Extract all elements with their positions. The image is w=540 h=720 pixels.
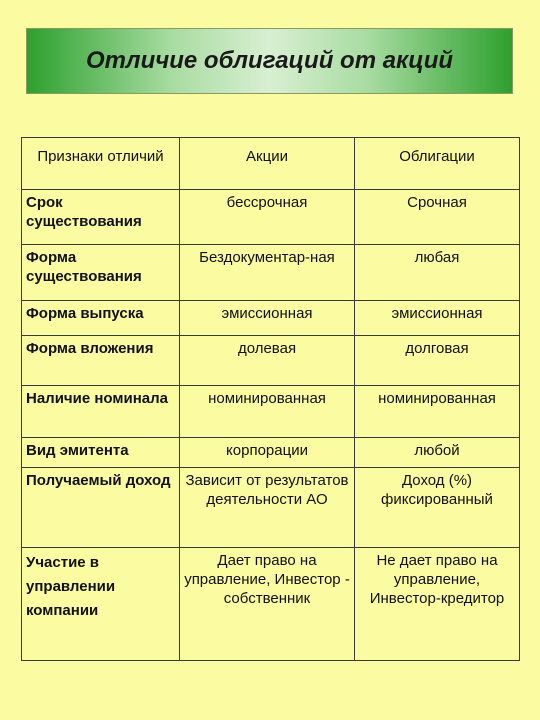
- row-feature: Форма существования: [22, 245, 180, 301]
- row-bonds-value: долговая: [355, 336, 520, 386]
- table-header-row: [22, 138, 520, 190]
- row-feature: Срок существования: [22, 190, 180, 245]
- row-bonds-value: любой: [355, 438, 520, 468]
- table-row: [22, 548, 520, 661]
- table-row: [22, 468, 520, 548]
- table-row: [22, 438, 520, 468]
- row-stocks-value: Бездокументар-ная: [180, 245, 355, 301]
- row-bonds-value: номинированная: [355, 386, 520, 438]
- row-bonds-value: любая: [355, 245, 520, 301]
- row-stocks-value: номинированная: [180, 386, 355, 438]
- row-bonds-value: Доход (%) фиксированный: [355, 468, 520, 548]
- row-feature: Участие в управлении компании: [22, 548, 180, 661]
- comparison-table: [21, 137, 520, 661]
- table-row: [22, 386, 520, 438]
- header-feature: Признаки отличий: [22, 138, 180, 190]
- row-feature: Вид эмитента: [22, 438, 180, 468]
- title-banner: [26, 28, 513, 94]
- row-stocks-value: корпорации: [180, 438, 355, 468]
- table-row: [22, 190, 520, 245]
- row-feature: Форма вложения: [22, 336, 180, 386]
- page-title: Отличие облигаций от акций: [85, 47, 454, 74]
- row-feature: Форма выпуска: [22, 301, 180, 336]
- row-feature: Наличие номинала: [22, 386, 180, 438]
- row-stocks-value: долевая: [180, 336, 355, 386]
- row-stocks-value: бессрочная: [180, 190, 355, 245]
- row-stocks-value: Дает право на управление, Инвестор - собственник: [180, 548, 355, 661]
- table-row: [22, 336, 520, 386]
- table-row: [22, 301, 520, 336]
- row-stocks-value: Зависит от результатов деятельности АО: [180, 468, 355, 548]
- row-bonds-value: Не дает право на управление, Инвестор-кредитор: [355, 548, 520, 661]
- header-bonds: Облигации: [355, 138, 520, 190]
- header-stocks: Акции: [180, 138, 355, 190]
- row-stocks-value: эмиссионная: [180, 301, 355, 336]
- row-bonds-value: эмиссионная: [355, 301, 520, 336]
- table-row: [22, 245, 520, 301]
- row-feature: Получаемый доход: [22, 468, 180, 548]
- row-bonds-value: Срочная: [355, 190, 520, 245]
